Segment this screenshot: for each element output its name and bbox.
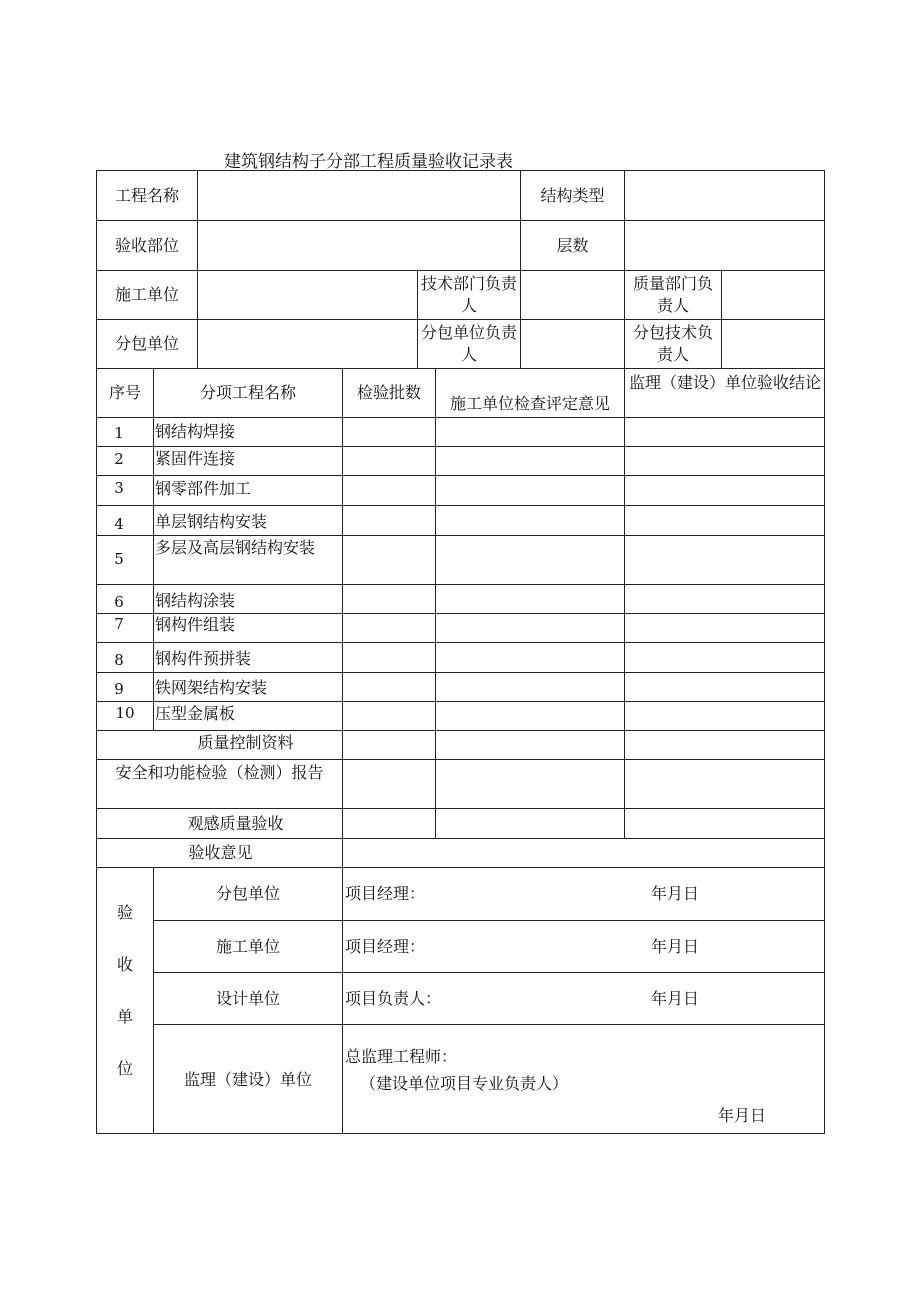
- acceptance-part-field[interactable]: [198, 221, 520, 270]
- acceptance-unit-subcontractor: 分包单位: [215, 884, 280, 903]
- label-sub-tech-head: 分包技术负责人: [632, 323, 713, 364]
- col-header-batch-count: 检验批数: [356, 383, 421, 402]
- floors-field[interactable]: [625, 221, 824, 270]
- signer-label: 项目经理：: [345, 884, 426, 903]
- acceptance-group-char: 收: [116, 955, 133, 974]
- supervisor-unit-label: 监理（建设）单位: [183, 1070, 312, 1089]
- label-opinion: 验收意见: [188, 843, 253, 862]
- date-label: 年月日: [651, 884, 700, 903]
- item-name: 钢构件组装: [155, 615, 236, 634]
- opinion-field[interactable]: [343, 839, 824, 867]
- supervisor-note: （建设单位项目专业负责人）: [360, 1074, 569, 1093]
- item-no: 8: [114, 651, 124, 669]
- item-name: 单层钢结构安装: [155, 512, 268, 531]
- label-quality-docs: 质量控制资料: [197, 733, 294, 752]
- acceptance-unit-design: 设计单位: [215, 988, 280, 1008]
- date-label: 年月日: [718, 1106, 767, 1125]
- sub-tech-head-field[interactable]: [722, 320, 824, 368]
- col-header-item-name: 分项工程名称: [199, 383, 296, 402]
- item-no: 5: [114, 550, 124, 568]
- signer-label: 项目经理：: [345, 936, 426, 956]
- acceptance-group-char: 验: [116, 903, 133, 922]
- item-name: 钢结构涂装: [155, 591, 236, 610]
- item-no: 9: [114, 680, 124, 698]
- signer-label: 项目负责人：: [345, 988, 442, 1008]
- item-name: 紧固件连接: [155, 449, 236, 468]
- quality-dept-head-field[interactable]: [722, 271, 824, 319]
- item-no: 3: [114, 479, 124, 497]
- col-header-seq: 序号: [108, 383, 141, 402]
- acceptance-group-char: 位: [116, 1059, 133, 1078]
- item-no: 4: [114, 515, 124, 533]
- subcontractor-field[interactable]: [198, 320, 417, 368]
- date-label: 年月日: [651, 936, 700, 956]
- date-label: 年月日: [651, 988, 700, 1008]
- label-floors: 层数: [556, 235, 589, 255]
- contractor-field[interactable]: [198, 271, 417, 319]
- item-no: 10: [115, 704, 135, 722]
- item-name: 钢结构焊接: [155, 422, 236, 441]
- acceptance-unit-contractor: 施工单位: [215, 936, 280, 956]
- label-sub-unit-head: 分包单位负责人: [420, 323, 517, 364]
- item-no: 7: [114, 615, 124, 633]
- label-appearance: 观感质量验收: [187, 813, 284, 833]
- label-contractor: 施工单位: [114, 285, 179, 304]
- item-name: 多层及高层钢结构安装: [155, 538, 316, 557]
- acceptance-unit-supervisor: [154, 1025, 342, 1133]
- project-name-field[interactable]: [198, 171, 520, 220]
- acceptance-group-label: [97, 887, 153, 1107]
- col-header-contractor-opinion: 施工单位检查评定意见: [449, 394, 610, 413]
- label-safety-report: 安全和功能检验（检测）报告: [115, 763, 324, 782]
- item-name: 铁网架结构安装: [155, 678, 268, 697]
- label-structure-type: 结构类型: [540, 185, 605, 205]
- label-quality-dept-head: 质量部门负责人: [632, 274, 713, 315]
- item-no: 1: [114, 424, 124, 442]
- structure-type-field[interactable]: [625, 171, 824, 220]
- label-acceptance-part: 验收部位: [114, 235, 179, 255]
- item-no: 2: [114, 450, 124, 468]
- acceptance-group-char: 单: [116, 1007, 133, 1026]
- label-project-name: 工程名称: [114, 185, 179, 205]
- item-name: 钢零部件加工: [155, 479, 252, 498]
- signer-label: 总监理工程师：: [345, 1047, 458, 1066]
- col-header-supervisor-conclusion: 监理（建设）单位验收结论: [628, 373, 821, 392]
- form-title: 建筑钢结构子分部工程质量验收记录表: [224, 152, 513, 172]
- label-tech-dept-head: 技术部门负责人: [420, 274, 517, 315]
- item-name: 钢构件预拼装: [155, 649, 252, 668]
- item-no: 6: [114, 593, 124, 611]
- item-name: 压型金属板: [155, 704, 236, 723]
- sub-unit-head-field[interactable]: [521, 320, 624, 368]
- tech-dept-head-field[interactable]: [521, 271, 624, 319]
- label-subcontractor: 分包单位: [114, 334, 179, 353]
